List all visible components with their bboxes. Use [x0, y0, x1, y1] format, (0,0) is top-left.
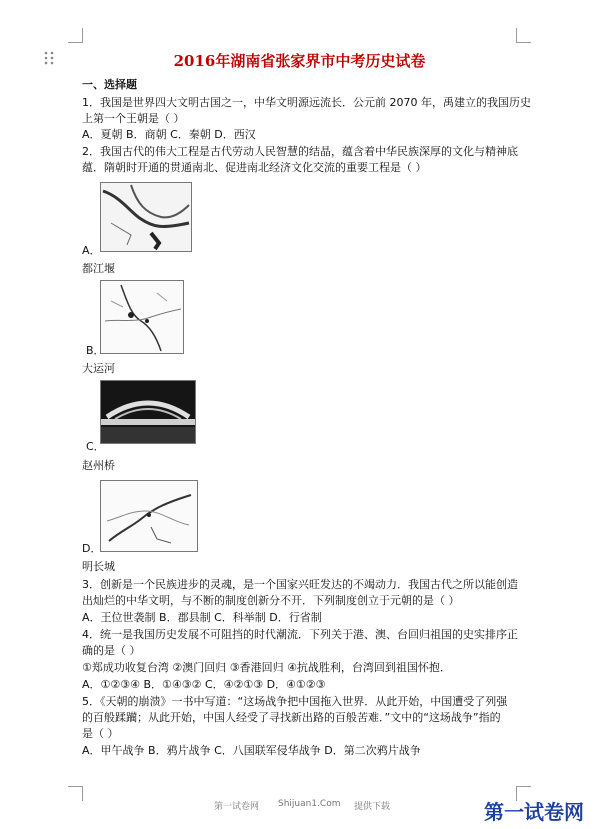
option-c-letter: C． — [86, 440, 105, 453]
option-c-image — [100, 380, 196, 444]
option-c-caption: 赵州桥 — [82, 459, 115, 472]
option-a-caption: 都江堰 — [82, 262, 115, 275]
option-d-image — [100, 480, 198, 552]
option-a-image — [100, 182, 192, 252]
option-b-caption: 大运河 — [82, 362, 115, 375]
crop-mark-bottom-left — [68, 786, 83, 801]
option-b-image — [100, 280, 184, 354]
q2-line2: 蕴．隋朝时开通的贯通南北、促进南北经济文化交流的重要工程是（ ） — [82, 161, 427, 174]
option-d-letter: D． — [82, 542, 102, 555]
q5-line3: 是（ ） — [82, 727, 119, 740]
q3-line2: 出灿烂的中华文明，与不断的制度创新分不开．下列制度创立于元朝的是（ ） — [82, 594, 460, 607]
q1-line2: 上第一个王朝是（ ） — [82, 112, 185, 125]
q3-line1: 3．创新是一个民族进步的灵魂，是一个国家兴旺发达的不竭动力．我国古代之所以能创造 — [82, 578, 518, 591]
q4-options: A．①②③④ B．①④③② C．④②①③ D．④①②③ — [82, 678, 326, 691]
q5-line2: 的百般蹂躏；从此开始，中国人经受了寻找新出路的百般苦难．”文中的“这场战争”指的 — [82, 711, 501, 724]
q3-options: A．王位世袭制 B．郡县制 C．科举制 D．行省制 — [82, 611, 322, 624]
option-b-letter: B． — [86, 344, 105, 357]
q2-line1: 2．我国古代的伟大工程是古代劳动人民智慧的结晶，蕴含着中华民族深厚的文化与精神底 — [82, 145, 518, 158]
q1-options: A．夏朝 B．商朝 C．秦朝 D．西汉 — [82, 128, 256, 141]
q5-line1: 5．《天朝的崩溃》一书中写道：“这场战争把中国拖入世界．从此开始，中国遭受了列强 — [82, 695, 508, 708]
footer-right: 提供下载 — [354, 802, 391, 812]
q4-line1: 4．统一是我国历史发展不可阻挡的时代潮流．下列关于港、澳、台回归祖国的史实排序正 — [82, 628, 518, 641]
q4-items: ①郑成功收复台湾 ②澳门回归 ③香港回归 ④抗战胜利，台湾回到祖国怀抱． — [82, 661, 451, 674]
footer-mid: Shijuan1.Com — [278, 799, 341, 809]
option-a-letter: A． — [82, 244, 101, 257]
q5-options: A．甲午战争 B．鸦片战争 C．八国联军侵华战争 D．第二次鸦片战争 — [82, 744, 421, 757]
page-title: 2016年湖南省张家界市中考历史试卷 — [173, 52, 426, 70]
footer-left: 第一试卷网 — [214, 802, 260, 812]
crop-mark-top-left — [68, 28, 83, 43]
section-heading: 一、选择题 — [82, 78, 137, 91]
crop-mark-top-right — [516, 28, 531, 43]
footer-brand-logo: 第一试卷网 — [484, 800, 584, 824]
q4-line2: 确的是（ ） — [82, 644, 141, 657]
option-d-caption: 明长城 — [82, 560, 115, 573]
q1-line1: 1．我国是世界四大文明古国之一，中华文明源远流长．公元前 2070 年，禹建立的我国历史 — [82, 96, 531, 109]
